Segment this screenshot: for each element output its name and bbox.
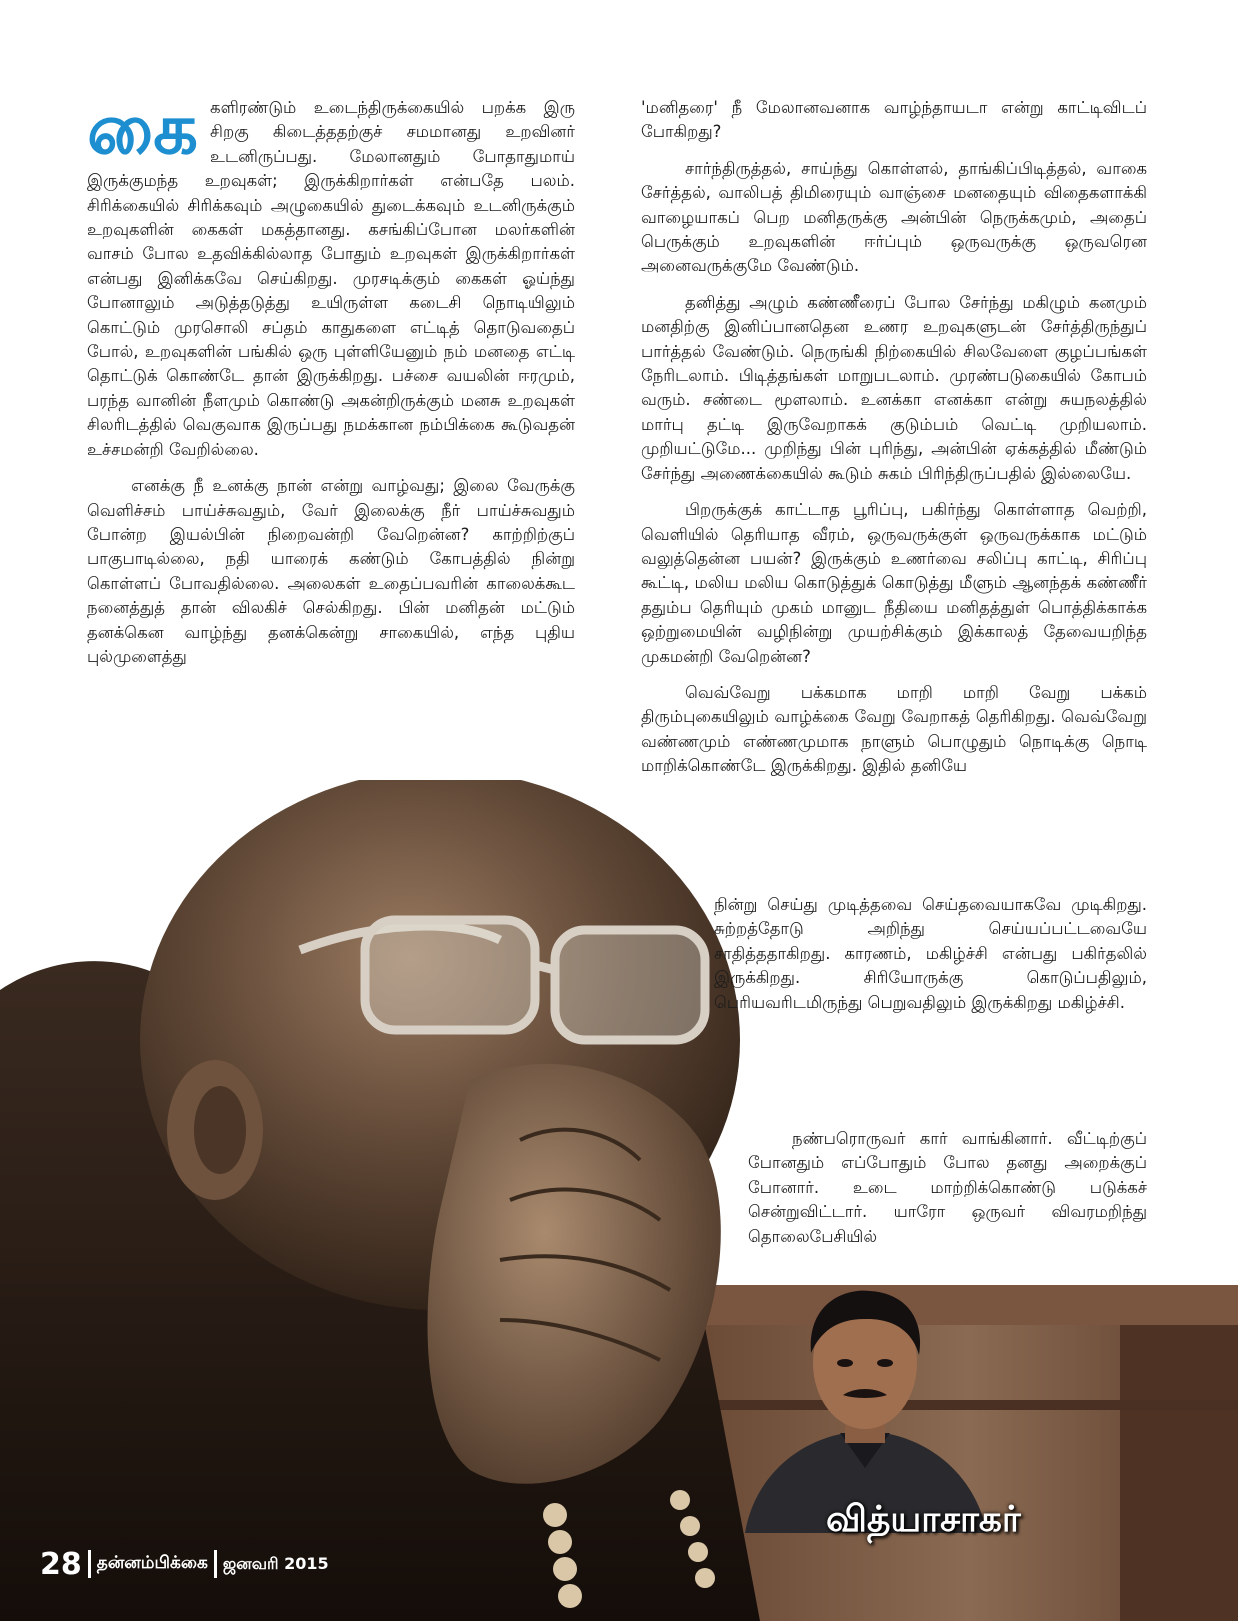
- article-paragraph: வெவ்வேறு பக்கமாக மாறி மாறி வேறு பக்கம் திரும்புகையிலும் வாழ்க்கை வேறு வேறாகத் தெரிகிறது. வெவ்வேறு வண்ணமும் எண்ணமுமாக நாளும் பொழுதும் நொடிக்கு நொடி மாறிக்கொண்டே இருக்கிறது. இதில் தனியே: [641, 682, 1147, 776]
- magazine-name: தன்னம்பிக்கை: [96, 1553, 208, 1573]
- article-paragraph: சார்ந்திருத்தல், சாய்ந்து கொள்ளல், தாங்கிப்பிடித்தல், வாகை சேர்த்தல், வாலிபத் திமிரையும் வாஞ்சை மனதையும் விதைகளாக்கி வாழையாகப் பெற மனிதருக்கு அன்பின் நெருக்கமும், அதைப் பெருக்கும் உறவுகளின் ஈர்ப்பும் ஒருவருக்கு ஒருவரென அனைவருக்குமே வேண்டும்.: [641, 158, 1147, 276]
- article-paragraph: நின்று செய்து முடித்தவை செய்தவையாகவே முடிகிறது. சுற்றத்தோடு அறிந்து செய்யப்பட்டவையே சாதித்ததாகிறது. காரணம், மகிழ்ச்சி என்பது பகிர்தலில் இருக்கிறது. சிரியோருக்கு கொடுப்பதிலும், பெரியவரிடமிருந்து பெறுவதிலும் இருக்கிறது மகிழ்ச்சி.: [714, 895, 1147, 1012]
- article-text: களிரண்டும் உடைந்திருக்கையில் பறக்க இரு சிறகு கிடைத்ததற்குச் சமமானது உறவினர் உடனிருப்பது. மேலானதும் போதாதுமாய் இருக்குமந்த உறவுகள்; இருக்கிறார்கள் என்பதே பலம். சிரிக்கையில் சிரிக்கவும் அழுகையில் துடைக்கவும் உடனிருக்கும் உறவுகளின் கைகள் மகத்தானது. கசங்கிப்போன மலர்களின் வாசம் போல உதவிக்கில்லாத போதும் உறவுகள் இருக்கிறார்கள் என்பது இனிக்கவே செய்கிறது. முரசடிக்கும் கைகள் ஓய்ந்து போனாலும் அடுத்தடுத்து உயிருள்ள கடைசி நொடியிலும் கொட்டும் முரசொலி சப்தம் காதுகளை எட்டித் தொடுவதைப் போல், உறவுகளின் பங்கில் ஒரு புள்ளியேனும் நம் மனதை எட்டி தொட்டுக் கொண்டே தான் இருக்கிறது. பச்சை வயலின் ஈரமும், பரந்த வானின் நீளமும் கொண்டு அகன்றிருக்கும் மனசு உறவுகள் சிலரிடத்தில் வெகுவாக இருப்பது நமக்கான நம்பிக்கை கூடுவதன் உச்சமன்றி வேறில்லை.: [87, 98, 575, 459]
- page-footer: [40, 1544, 329, 1584]
- drop-cap: கை: [87, 88, 197, 170]
- author-name: வித்யாசாகர்: [826, 1499, 1021, 1540]
- article-paragraph: [87, 88, 575, 462]
- article-paragraph: எனக்கு நீ உனக்கு நான் என்று வாழ்வது; இலை வேருக்கு வெளிச்சம் பாய்ச்சுவதும், வேர் இலைக்கு நீர் பாய்ச்சுவதும் போன்ற இயல்பின் நிறைவன்றி வேறென்ன? காற்றிற்குப் பாகுபாடில்லை, நதி யாரைக் கண்டும் கோபத்தில் நின்று கொள்ளப் போவதில்லை. அலைகள் உதைப்பவரின் காலைக்கூட நனைத்துத் தான் விலகிச் செல்கிறது. பின் மனிதன் மட்டும் தனக்கென வாழ்ந்து தனக்கென்று சாகையில், எந்த புதிய புல்முளைத்து: [87, 476, 575, 666]
- article-paragraph: நண்பரொருவர் கார் வாங்கினார். வீட்டிற்குப் போனதும் எப்போதும் போல தனது அறைக்குப் போனார். உடை மாற்றிக்கொண்டு படுக்கச் சென்றுவிட்டார். யாரோ ஒருவர் விவரமறிந்து தொலைபேசியில்: [748, 1129, 1147, 1246]
- article-column-right-inset: [714, 893, 1147, 1015]
- article-paragraph: தனித்து அழும் கண்ணீரைப் போல சேர்ந்து மகிழும் கனமும் மனதிற்கு இனிப்பானதென உணர உறவுகளுடன் சேர்த்திருந்துப் பார்த்தல் வேண்டும். நெருங்கி நிற்கையில் சிலவேளை குழப்பங்கள் நேரிடலாம். பிடித்தங்கள் மாறுபடலாம். முரண்படுகையில் கோபம் வரும். சண்டை மூளலாம். உனக்கா எனக்கா என்று சுயநலத்தில் மார்பு தட்டி இருவேறாகக் குடும்பம் வெட்டி முறியலாம். முறியட்டுமே... முறிந்து பின் புரிந்து, அன்பின் ஏக்கத்தில் மீண்டும் சேர்ந்து அணைக்கையில் கூடும் சுகம் பிரிந்திருப்பதில் இல்லையே.: [641, 292, 1147, 483]
- footer-divider: [214, 1550, 217, 1578]
- article-column-left: [87, 88, 575, 669]
- article-column-right-inset-2: [748, 1127, 1147, 1249]
- article-column-right: [641, 96, 1147, 779]
- page-number: 28: [40, 1546, 82, 1582]
- article-paragraph: பிறருக்குக் காட்டாத பூரிப்பு, பகிர்ந்து கொள்ளாத வெற்றி, வெளியில் தெரியாத வீரம், ஒருவருக்குள் ஒருவருக்காக மட்டும் வலுத்தென்ன பயன்? இருக்கும் உணர்வை சலிப்பு காட்டி, சிரிப்பு கூட்டி, மலிய மலிய கொடுத்துக் கொடுத்து மீளும் ஆனந்தக் கண்ணீர் ததும்ப தெரியும் முகம் மானுட நீதியை மனிதத்துள் பொத்திக்காக்க ஒற்றுமையின் வழிநின்று முயற்சிக்கும் இக்காலத் தேவையறிந்த முகமன்றி வேறென்ன?: [641, 500, 1147, 666]
- footer-divider: [88, 1550, 91, 1578]
- issue-date: ஜனவரி 2015: [222, 1553, 329, 1573]
- article-paragraph: 'மனிதரை' நீ மேலானவனாக வாழ்ந்தாயடா என்று காட்டிவிடப் போகிறது?: [641, 98, 1147, 142]
- author-photo: [735, 1283, 997, 1533]
